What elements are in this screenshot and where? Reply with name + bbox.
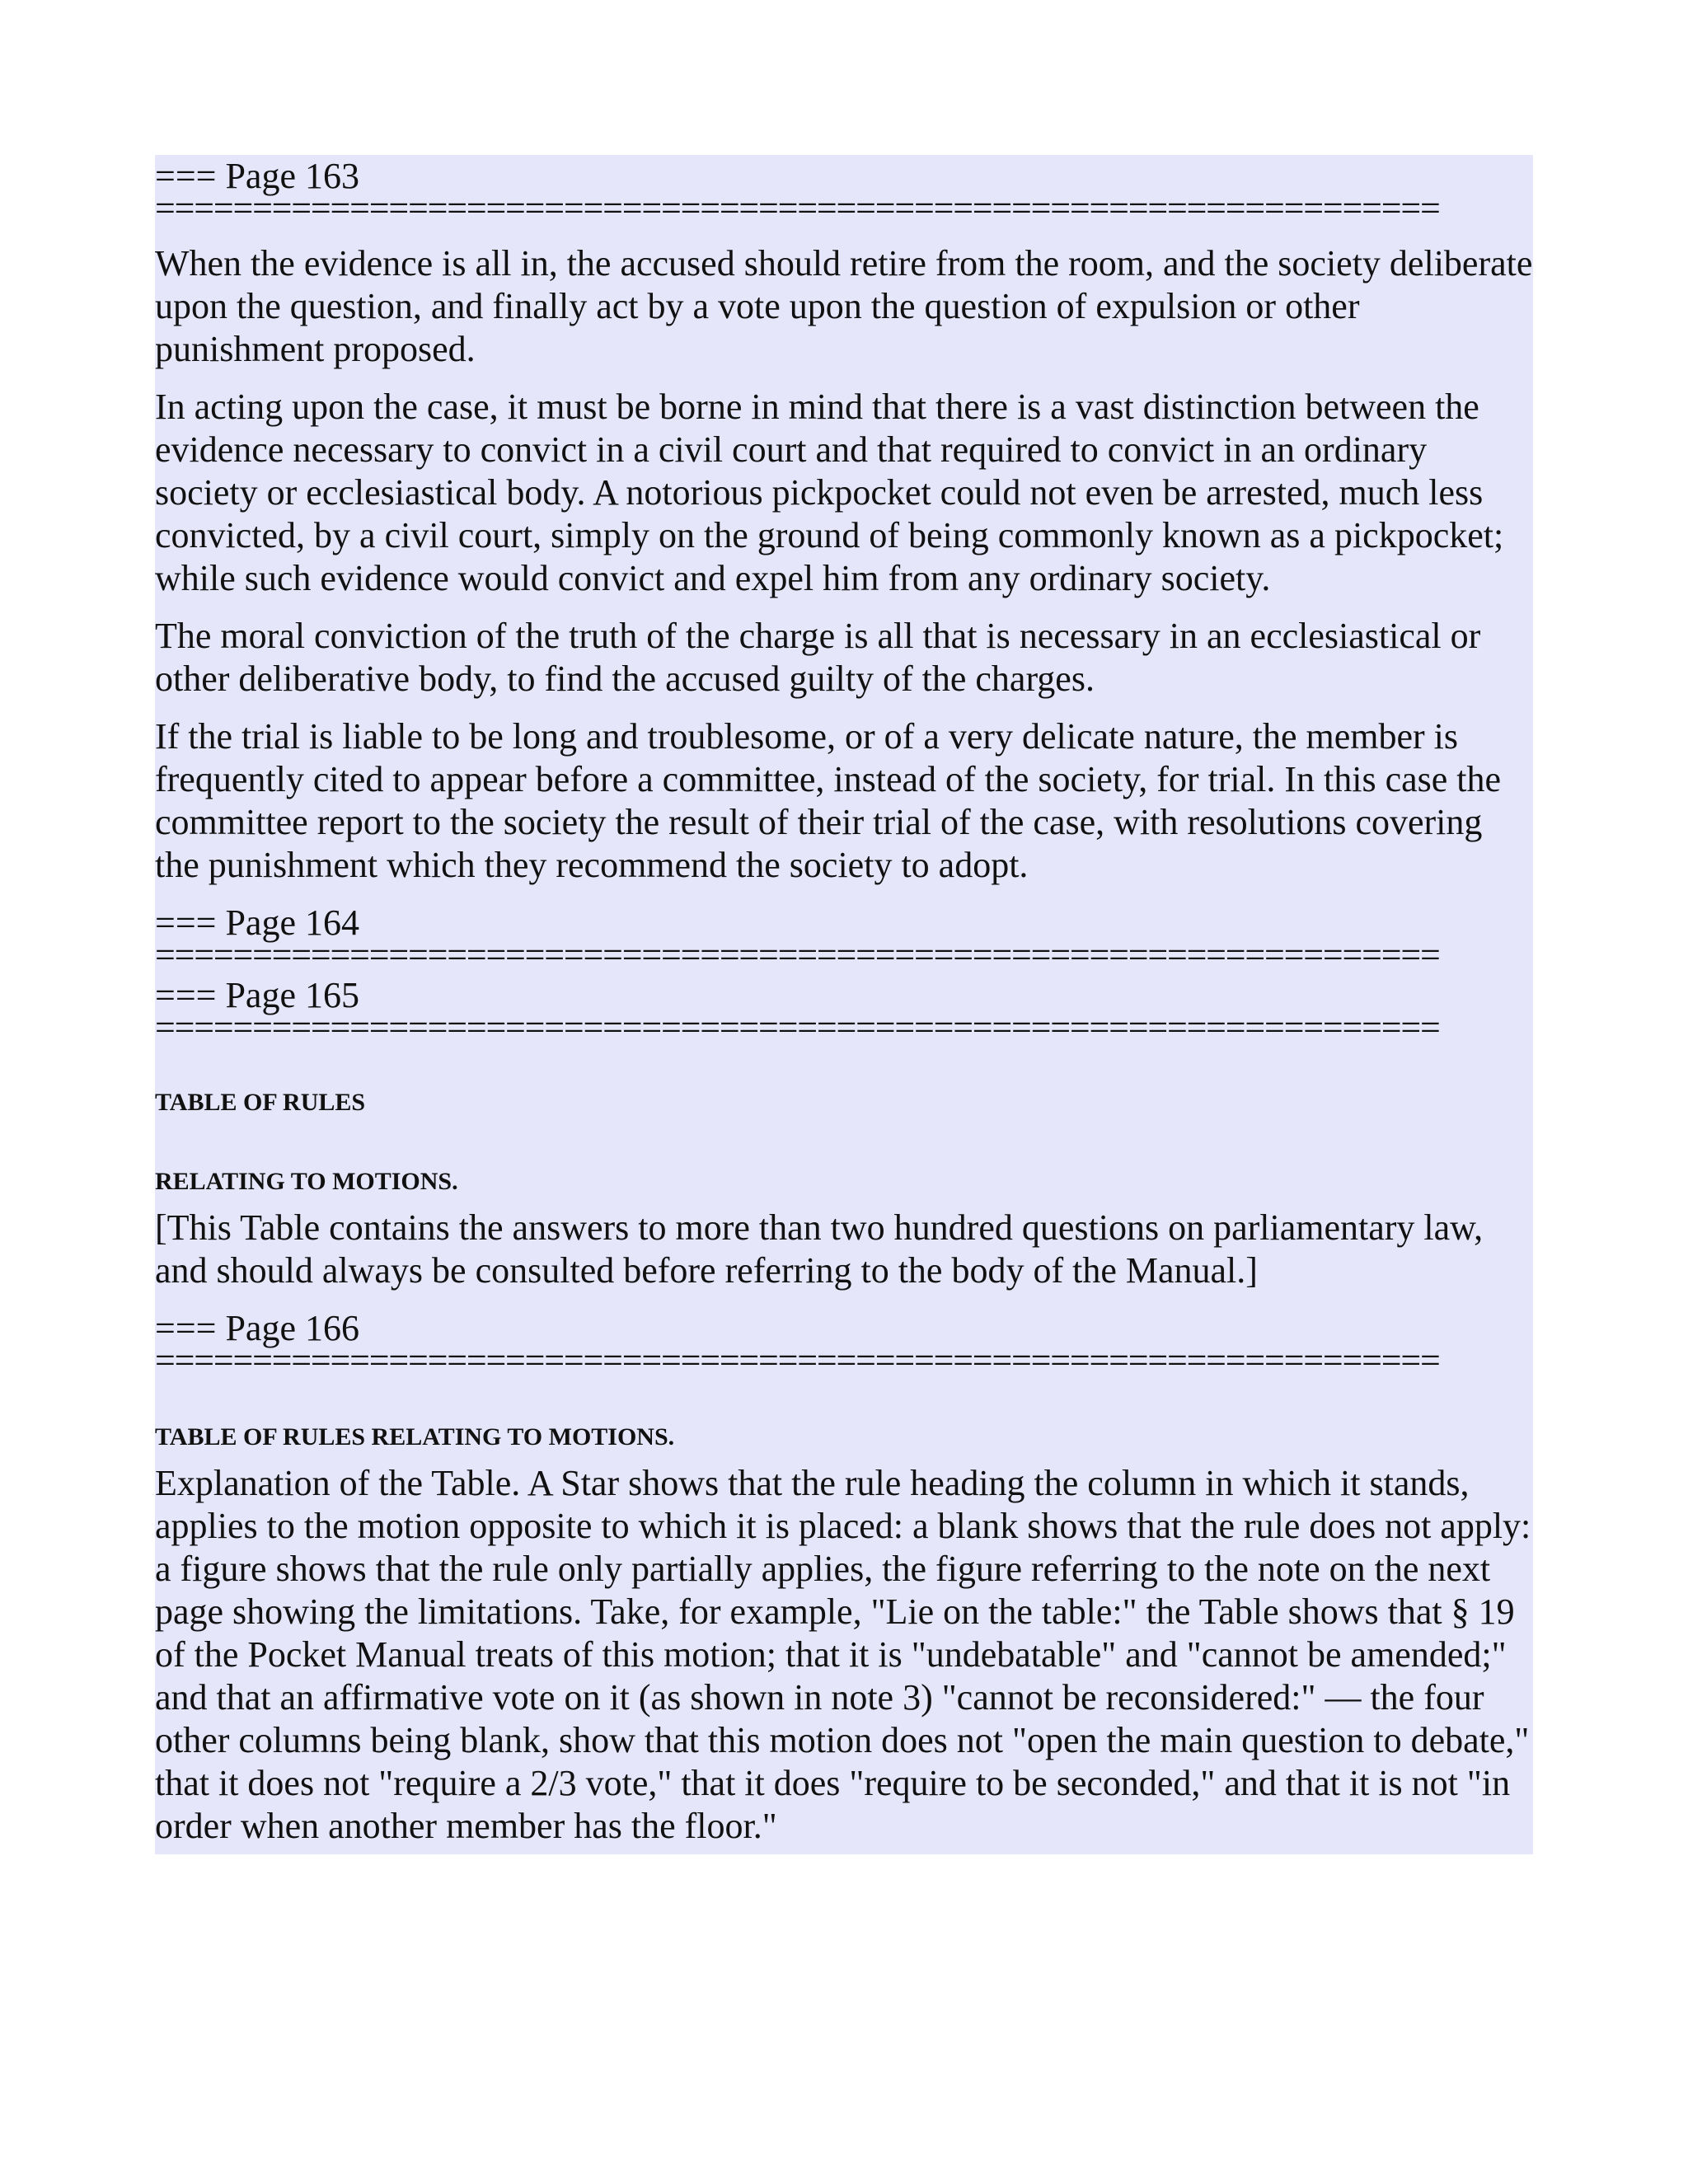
paragraph-moral-conviction: The moral conviction of the truth of the charge is all that is necessary in an ecclesiastical or other deliberative body, to find the accused guilty of the charges. bbox=[155, 616, 1481, 699]
heading-relating-to-motions: RELATING TO MOTIONS. bbox=[155, 1168, 458, 1195]
page-marker-164 bbox=[155, 902, 1533, 974]
page-marker-rule: ================================================================== bbox=[155, 196, 1440, 227]
page-marker-rule: ================================================================== bbox=[155, 943, 1440, 974]
page-marker-163 bbox=[155, 155, 1533, 227]
paragraph-trial-committee: If the trial is liable to be long and troublesome, or of a very delicate nature, the member is frequently cited to appear before a committee, instead of the society, for trial. In this case the committee report to the society the result of their trial of the case, with resolutions covering the punishment which they recommend the society to adopt. bbox=[155, 716, 1502, 885]
document-page bbox=[155, 155, 1533, 1854]
paragraph-explanation-of-table: Explanation of the Table. A Star shows that the rule heading the column in which it stands, applies to the motion opposite to which it is placed: a blank shows that the rule does not apply: a figure shows that the rule only partially applies, the figure referring to the note on the next page showing the limitations. Take, for example, "Lie on the table:" the Table shows that § 19 of the Pocket Manual treats of this motion; that it is "undebatable" and "cannot be amended;" and that an affirmative vote on it (as shown in note 3) "cannot be reconsidered:" — the four other columns being blank, show that this motion does not "open the main question to debate," that it does not "require a 2/3 vote," that it does "require to be seconded," and that it is not "in order when another member has the floor." bbox=[155, 1463, 1531, 1846]
paragraph-table-intro: [This Table contains the answers to more than two hundred questions on parliamentary law, and should always be consulted before referring to the body of the Manual.] bbox=[155, 1207, 1484, 1291]
page-marker-title: === Page 166 bbox=[155, 1308, 359, 1348]
page-marker-title: === Page 164 bbox=[155, 902, 359, 943]
page-marker-rule: ================================================================== bbox=[155, 1348, 1440, 1380]
page-marker-166 bbox=[155, 1307, 1533, 1380]
page-marker-rule: ================================================================== bbox=[155, 1015, 1440, 1047]
heading-table-of-rules-relating-to-motions: TABLE OF RULES RELATING TO MOTIONS. bbox=[155, 1423, 675, 1451]
paragraph-vast-distinction: In acting upon the case, it must be borne in mind that there is a vast distinction between the evidence necessary to convict in a civil court and that required to convict in an ordinary society or ecclesiastical body. A notorious pickpocket could not even be arrested, much less convicted, by a civil court, simply on the ground of being commonly known as a pickpocket; while such evidence would convict and expel him from any ordinary society. bbox=[155, 387, 1504, 598]
page-marker-165 bbox=[155, 974, 1533, 1047]
page-marker-title: === Page 163 bbox=[155, 156, 359, 196]
heading-table-of-rules: TABLE OF RULES bbox=[155, 1089, 366, 1116]
page-marker-title: === Page 165 bbox=[155, 975, 359, 1015]
paragraph-evidence-all-in: When the evidence is all in, the accused should retire from the room, and the society deliberate upon the question, and finally act by a vote upon the question of expulsion or other punishment proposed. bbox=[155, 243, 1533, 369]
